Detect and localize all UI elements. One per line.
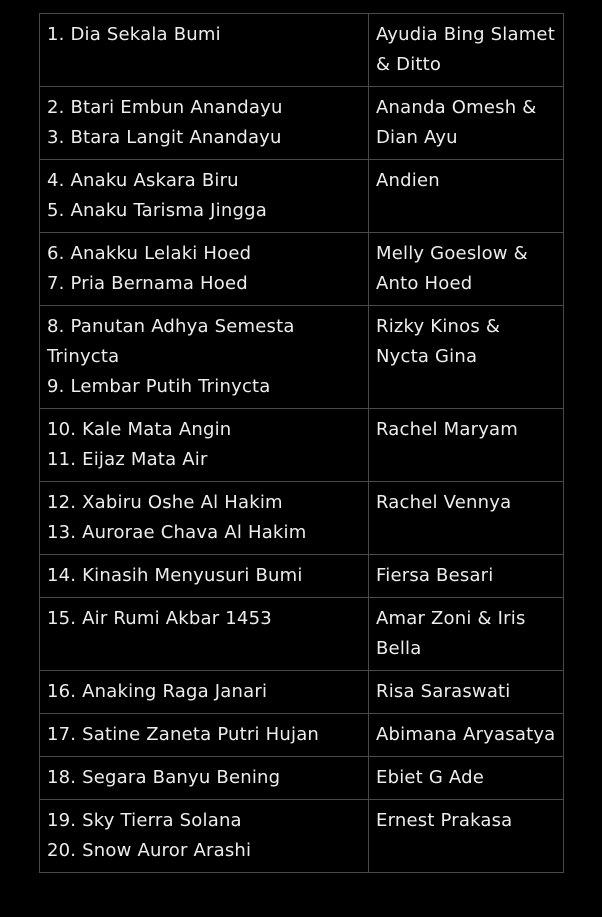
child-name: 13. Aurorae Chava Al Hakim (47, 522, 307, 543)
table-row (40, 160, 564, 233)
table-row (40, 598, 564, 671)
table-body (40, 14, 564, 873)
child-names-cell (40, 306, 369, 409)
child-name: 4. Anaku Askara Biru (47, 170, 239, 191)
child-name: 16. Anaking Raga Janari (47, 681, 268, 702)
child-names-cell (40, 233, 369, 306)
table-row (40, 409, 564, 482)
child-name: 19. Sky Tierra Solana (47, 810, 242, 831)
parents-cell: Ernest Prakasa (369, 800, 564, 873)
child-names-cell (40, 482, 369, 555)
parents-cell: Melly Goeslow & Anto Hoed (369, 233, 564, 306)
child-names-cell (40, 409, 369, 482)
child-names-cell (40, 598, 369, 671)
table-row (40, 671, 564, 714)
parents-cell: Andien (369, 160, 564, 233)
table-row (40, 482, 564, 555)
child-name: 1. Dia Sekala Bumi (47, 24, 221, 45)
child-name: 11. Eijaz Mata Air (47, 449, 208, 470)
table-row (40, 233, 564, 306)
table-row (40, 800, 564, 873)
child-name: 18. Segara Banyu Bening (47, 767, 281, 788)
child-name: 2. Btari Embun Anandayu (47, 97, 283, 118)
child-name: 17. Satine Zaneta Putri Hujan (47, 724, 320, 745)
child-name: 3. Btara Langit Anandayu (47, 127, 282, 148)
child-name: 20. Snow Auror Arashi (47, 840, 252, 861)
table-row (40, 555, 564, 598)
child-names-cell (40, 714, 369, 757)
table-row (40, 14, 564, 87)
child-names-cell (40, 87, 369, 160)
child-names-cell (40, 671, 369, 714)
child-names-cell (40, 800, 369, 873)
parents-cell: Fiersa Besari (369, 555, 564, 598)
child-name: 7. Pria Bernama Hoed (47, 273, 248, 294)
parents-cell: Amar Zoni & Iris Bella (369, 598, 564, 671)
child-names-cell (40, 160, 369, 233)
parents-cell: Rachel Vennya (369, 482, 564, 555)
table-row (40, 87, 564, 160)
child-name: 15. Air Rumi Akbar 1453 (47, 608, 272, 629)
table-row (40, 714, 564, 757)
table-row (40, 306, 564, 409)
child-name: 8. Panutan Adhya Semesta Trinycta (47, 316, 295, 367)
child-names-cell (40, 14, 369, 87)
parents-cell: Abimana Aryasatya (369, 714, 564, 757)
child-name: 9. Lembar Putih Trinycta (47, 376, 271, 397)
child-name: 10. Kale Mata Angin (47, 419, 232, 440)
child-name: 14. Kinasih Menyusuri Bumi (47, 565, 303, 586)
child-name: 6. Anakku Lelaki Hoed (47, 243, 252, 264)
child-names-cell (40, 757, 369, 800)
child-name: 12. Xabiru Oshe Al Hakim (47, 492, 283, 513)
parents-cell: Ananda Omesh & Dian Ayu (369, 87, 564, 160)
names-table (39, 13, 564, 873)
table-row (40, 757, 564, 800)
parents-cell: Ebiet G Ade (369, 757, 564, 800)
child-name: 5. Anaku Tarisma Jingga (47, 200, 267, 221)
parents-cell: Risa Saraswati (369, 671, 564, 714)
parents-cell: Rachel Maryam (369, 409, 564, 482)
child-names-cell (40, 555, 369, 598)
parents-cell: Ayudia Bing Slamet & Ditto (369, 14, 564, 87)
parents-cell: Rizky Kinos & Nycta Gina (369, 306, 564, 409)
